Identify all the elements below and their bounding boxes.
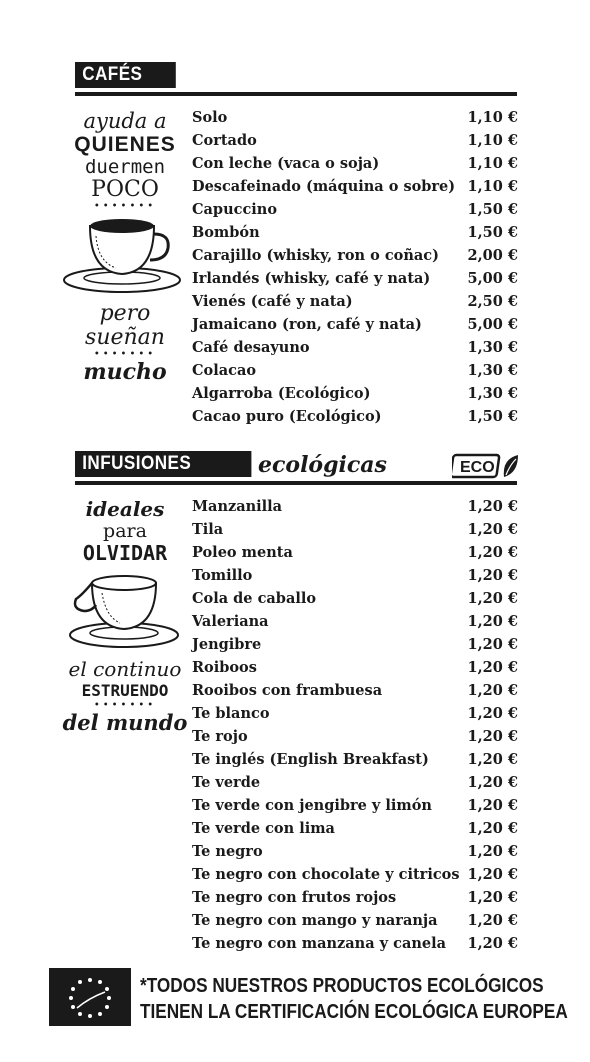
menu-item [192, 932, 518, 955]
menu-item-name: Te verde [192, 774, 261, 791]
menu-item-name: Solo [192, 109, 228, 126]
menu-item [192, 863, 518, 886]
certification-note [140, 973, 568, 1025]
menu-item-name: Cortado [192, 132, 257, 149]
menu-item-price: 1,10 € [467, 178, 518, 195]
slogan-line: ayuda a [83, 109, 167, 133]
menu-item-name: Bombón [192, 224, 260, 241]
menu-item [192, 267, 518, 290]
infusiones-divider [75, 481, 517, 485]
menu-item [192, 405, 518, 428]
menu-item-name: Con leche (vaca o soja) [192, 155, 380, 172]
menu-item-name: Manzanilla [192, 498, 283, 515]
infusiones-menu-list [192, 495, 518, 955]
menu-item-name: Jamaicano (ron, café y nata) [192, 316, 422, 333]
menu-item [192, 313, 518, 336]
menu-item [192, 106, 518, 129]
menu-item-name: Te verde con jengibre y limón [192, 797, 432, 814]
slogan-line: OLVIDAR [82, 541, 168, 565]
menu-item-name: Valeriana [192, 613, 269, 630]
menu-item-price: 2,00 € [467, 247, 518, 264]
menu-item [192, 175, 518, 198]
menu-item-name: Café desayuno [192, 339, 310, 356]
menu-item [192, 817, 518, 840]
menu-item-name: Te rojo [192, 728, 248, 745]
menu-item [192, 656, 518, 679]
menu-item [192, 244, 518, 267]
menu-item [192, 748, 518, 771]
menu-item [192, 587, 518, 610]
slogan-line: para [103, 520, 147, 542]
menu-item-price: 1,20 € [467, 705, 518, 722]
slogan-line: mucho [83, 359, 167, 385]
menu-item [192, 725, 518, 748]
slogan-line: el continuo [68, 657, 182, 681]
cafes-header [75, 62, 187, 88]
menu-item-price: 1,10 € [467, 109, 518, 126]
infusiones-title: INFUSIONES [75, 451, 251, 477]
slogan-line: duermen [84, 156, 166, 178]
infusiones-subtitle: ecológicas [258, 452, 387, 478]
menu-item-price: 1,30 € [467, 385, 518, 402]
slogan-line: QUIENES [74, 133, 176, 156]
menu-item [192, 129, 518, 152]
menu-item-price: 1,20 € [467, 728, 518, 745]
cafes-title: CAFÉS [75, 62, 176, 88]
menu-item-price: 1,20 € [467, 567, 518, 584]
menu-item [192, 564, 518, 587]
menu-item [192, 382, 518, 405]
certification-line: TIENEN LA CERTIFICACIÓN ECOLÓGICA EUROPEA [140, 1001, 568, 1023]
cafes-divider [75, 92, 517, 96]
certification-line: *TODOS NUESTROS PRODUCTOS ECOLÓGICOS [140, 975, 544, 997]
menu-item-name: Poleo menta [192, 544, 293, 561]
menu-item [192, 909, 518, 932]
menu-item-name: Carajillo (whisky, ron o coñac) [192, 247, 439, 264]
menu-item-price: 1,20 € [467, 613, 518, 630]
eco-badge-text: ECO [460, 459, 495, 476]
menu-item-name: Te blanco [192, 705, 270, 722]
menu-item-name: Cola de caballo [192, 590, 317, 607]
infusiones-slogan [62, 497, 188, 735]
menu-item-price: 1,10 € [467, 132, 518, 149]
coffee-cup-icon [62, 212, 188, 296]
menu-item-name: Algarroba (Ecológico) [192, 385, 371, 402]
menu-item-name: Te inglés (English Breakfast) [192, 751, 429, 768]
menu-item-price: 5,00 € [467, 270, 518, 287]
menu-item-name: Irlandés (whisky, café y nata) [192, 270, 431, 287]
menu-item [192, 541, 518, 564]
menu-item-name: Te negro con manzana y canela [192, 935, 447, 952]
menu-item [192, 794, 518, 817]
menu-item-price: 1,30 € [467, 362, 518, 379]
menu-item-name: Capuccino [192, 201, 277, 218]
menu-item-price: 1,20 € [467, 797, 518, 814]
menu-item-price: 1,20 € [467, 820, 518, 837]
menu-item-name: Tila [192, 521, 224, 538]
menu-item [192, 290, 518, 313]
menu-item-price: 5,00 € [467, 316, 518, 333]
menu-item-name: Vienés (café y nata) [192, 293, 353, 310]
eco-leaf-icon [452, 451, 520, 481]
menu-item-price: 1,20 € [467, 843, 518, 860]
dots-divider: ••••••• [93, 201, 157, 212]
eu-organic-logo [49, 968, 131, 1026]
menu-item-price: 1,50 € [467, 201, 518, 218]
menu-item-price: 1,20 € [467, 935, 518, 952]
menu-item-price: 1,10 € [467, 155, 518, 172]
menu-item-price: 1,50 € [467, 408, 518, 425]
menu-item-price: 1,20 € [467, 498, 518, 515]
menu-item-price: 1,30 € [467, 339, 518, 356]
menu-item-name: Te negro con chocolate y citricos [192, 866, 460, 883]
slogan-line: POCO [91, 177, 159, 202]
cafes-slogan [62, 108, 188, 384]
menu-item [192, 633, 518, 656]
menu-item-price: 1,20 € [467, 682, 518, 699]
menu-item-name: Roiboos [192, 659, 257, 676]
tea-cup-icon [62, 565, 188, 653]
menu-item-price: 1,50 € [467, 224, 518, 241]
menu-item-name: Tomillo [192, 567, 253, 584]
menu-item [192, 518, 518, 541]
menu-item [192, 359, 518, 382]
menu-item-price: 1,20 € [467, 889, 518, 906]
menu-item-name: Jengibre [192, 636, 262, 653]
menu-item [192, 886, 518, 909]
menu-item-name: Cacao puro (Ecológico) [192, 408, 382, 425]
slogan-line: del mundo [62, 710, 188, 735]
menu-item-price: 1,20 € [467, 866, 518, 883]
slogan-line: ideales [85, 497, 165, 521]
infusiones-header [75, 451, 271, 477]
menu-item [192, 771, 518, 794]
menu-item [192, 610, 518, 633]
menu-item [192, 495, 518, 518]
menu-item-price: 1,20 € [467, 774, 518, 791]
menu-item-price: 1,20 € [467, 912, 518, 929]
menu-item-name: Colacao [192, 362, 257, 379]
menu-item-name: Te verde con lima [192, 820, 335, 837]
menu-item [192, 840, 518, 863]
dots-divider: ••••••• [93, 349, 157, 360]
menu-item [192, 198, 518, 221]
menu-item-price: 1,20 € [467, 590, 518, 607]
menu-item [192, 702, 518, 725]
menu-item-name: Descafeinado (máquina o sobre) [192, 178, 456, 195]
menu-item-name: Te negro [192, 843, 263, 860]
menu-item-name: Rooibos con frambuesa [192, 682, 383, 699]
menu-item [192, 336, 518, 359]
menu-item [192, 221, 518, 244]
dots-divider: ••••••• [93, 700, 157, 711]
eu-leaf-icon [49, 968, 131, 1026]
menu-item-price: 1,20 € [467, 521, 518, 538]
eco-badge [452, 451, 520, 481]
menu-item-price: 1,20 € [467, 659, 518, 676]
menu-item-price: 1,20 € [467, 636, 518, 653]
slogan-line: ESTRUENDO [81, 681, 169, 700]
menu-item-price: 1,20 € [467, 751, 518, 768]
menu-item-price: 1,20 € [467, 544, 518, 561]
menu-item-name: Te negro con frutos rojos [192, 889, 397, 906]
menu-item-price: 2,50 € [467, 293, 518, 310]
cafes-menu-list [192, 106, 518, 428]
slogan-line: pero sueñan [85, 301, 165, 350]
menu-item [192, 152, 518, 175]
menu-item-name: Te negro con mango y naranja [192, 912, 438, 929]
menu-item [192, 679, 518, 702]
